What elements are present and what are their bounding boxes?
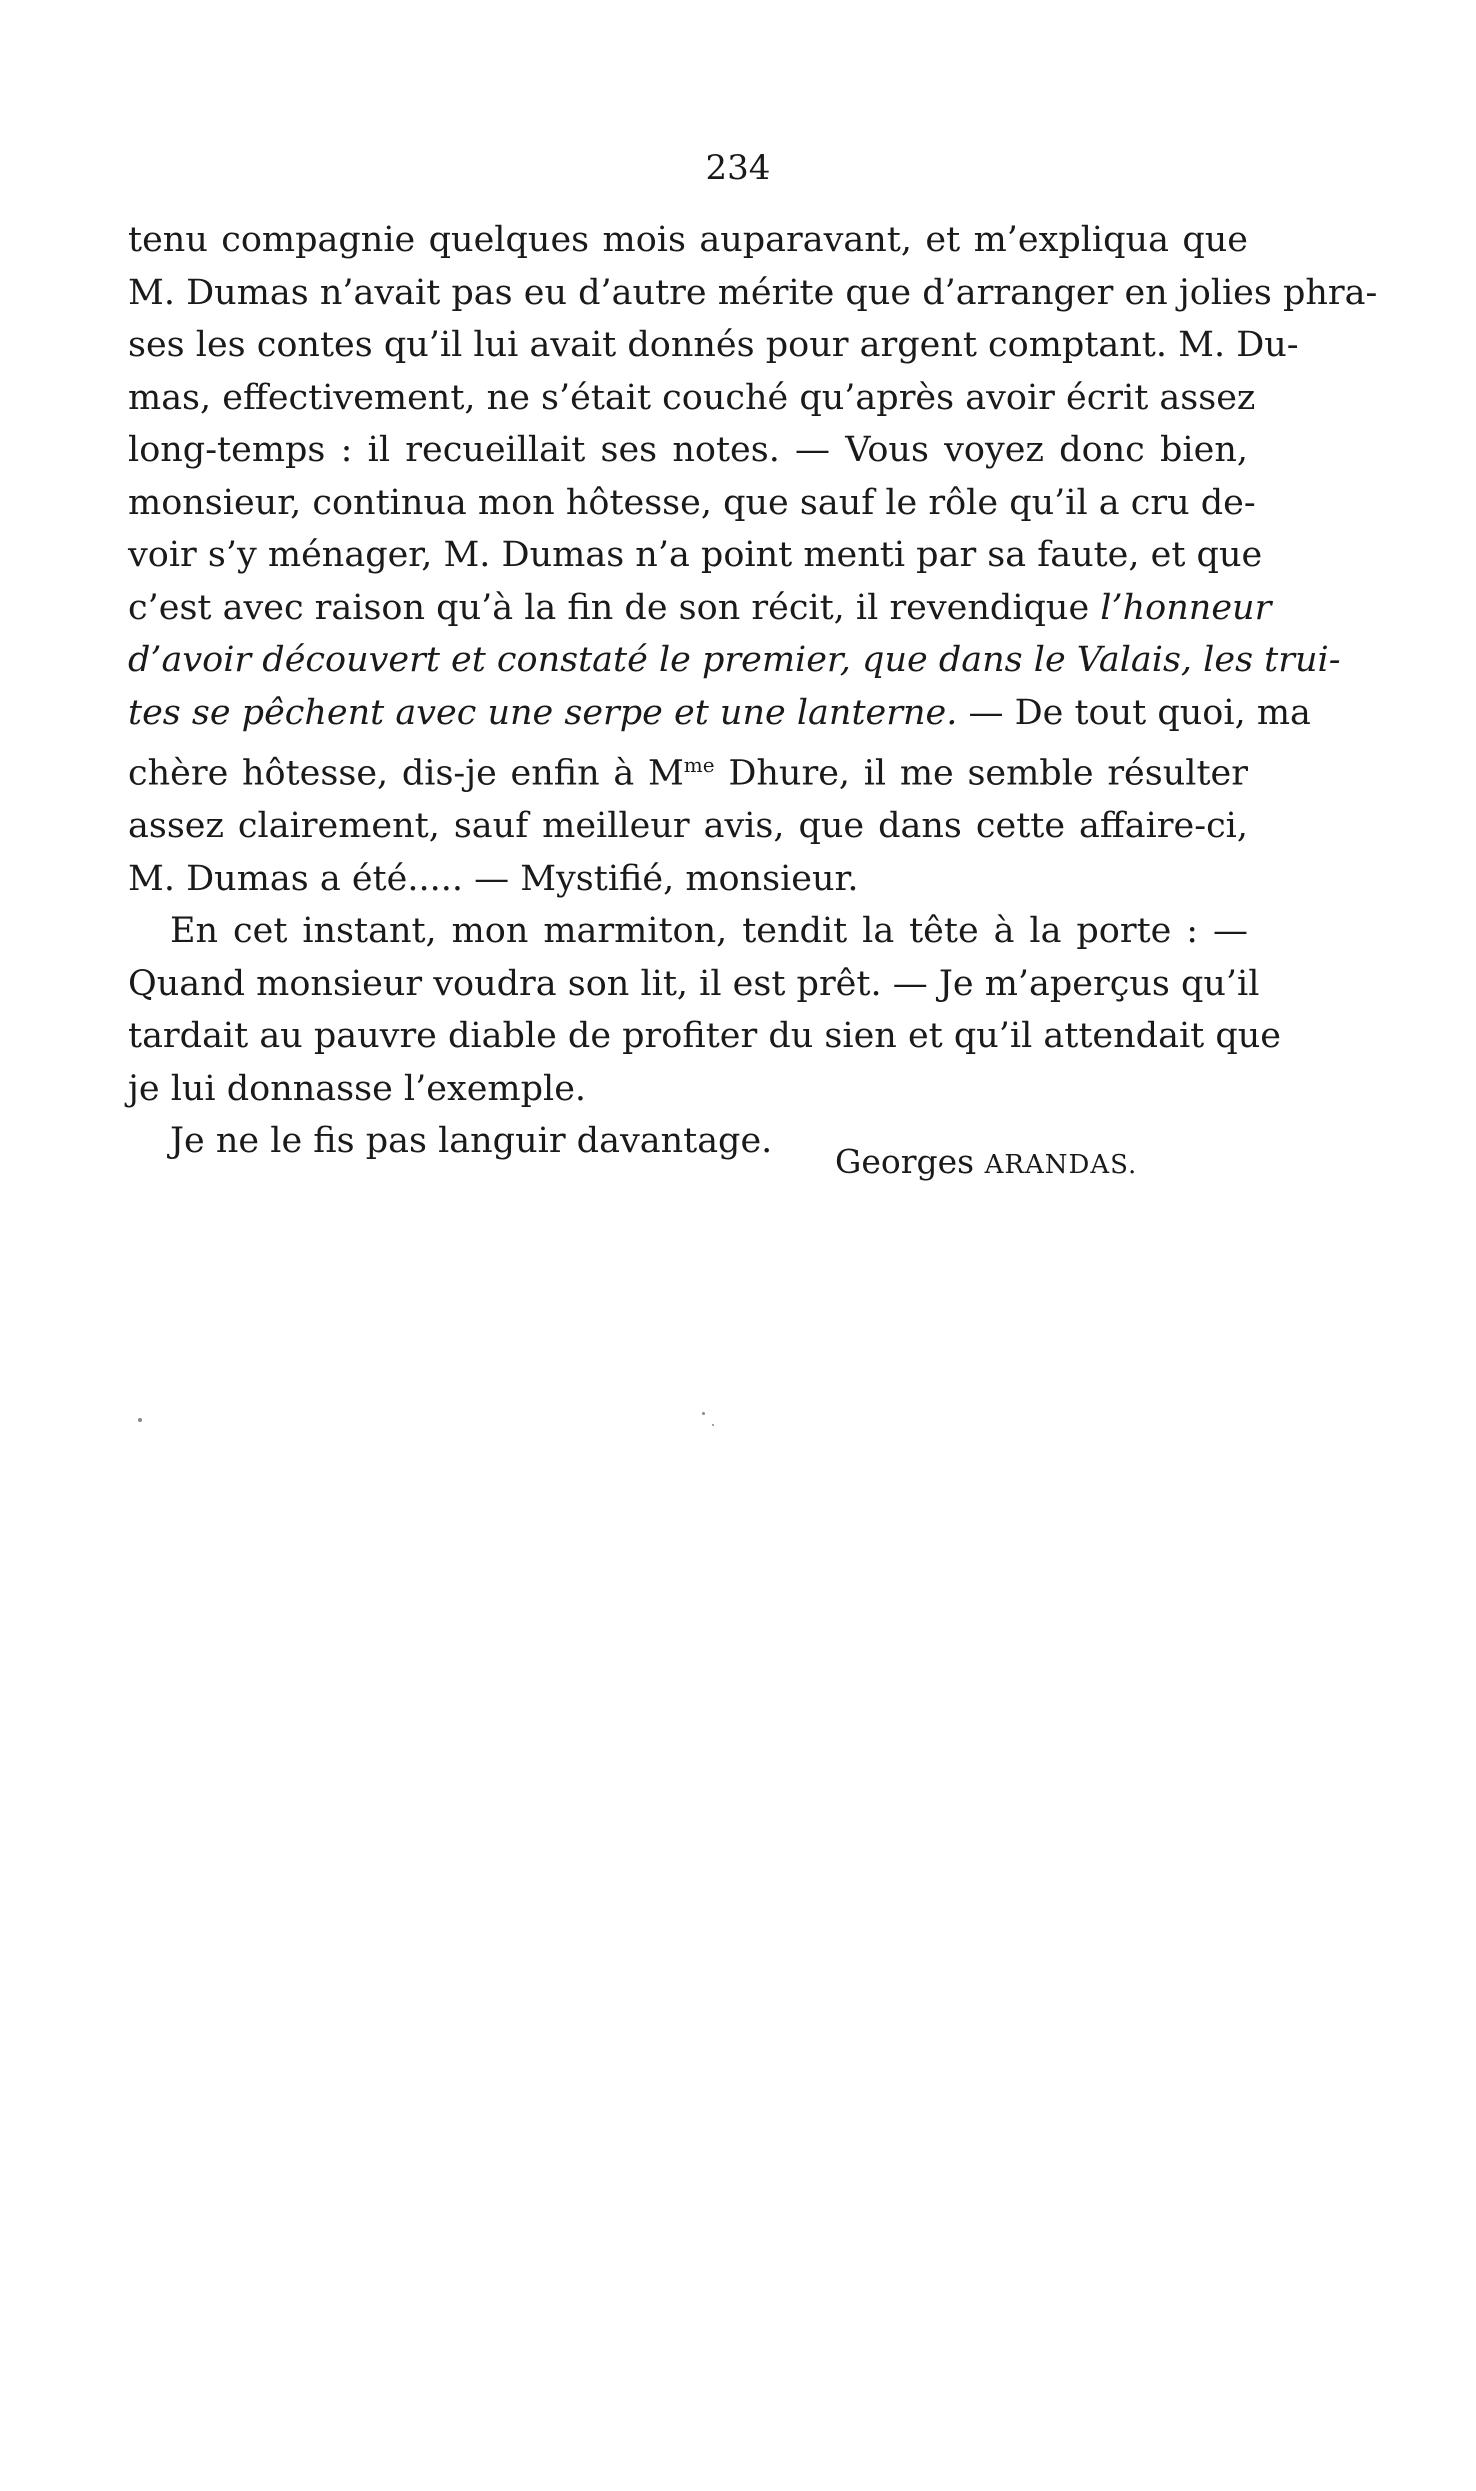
paper-speck bbox=[712, 1424, 714, 1426]
text-line: M. Dumas a été..... — Mystifié, monsieur. bbox=[128, 858, 859, 899]
text-segment: chère hôtesse, dis-je enfin à M bbox=[128, 753, 684, 794]
text-line: ses les contes qu’il lui avait donnés pour argent comptant. M. Du- bbox=[128, 325, 1299, 365]
paper-speck bbox=[138, 1418, 142, 1422]
text-line: je lui donnasse l’exemple. bbox=[128, 1068, 587, 1109]
signature-last-name: ARANDAS. bbox=[984, 1150, 1138, 1180]
body-text bbox=[128, 214, 1378, 1168]
text-line: long-temps : il recueillait ses notes. — Vous voyez donc bien, bbox=[128, 430, 1248, 470]
signature-first-name: Georges bbox=[835, 1142, 985, 1181]
text-line: tardait au pauvre diable de profiter du sien et qu’il attendait que bbox=[128, 1016, 1282, 1057]
text-line bbox=[128, 739, 1248, 800]
text-line: monsieur, continua mon hôtesse, que sauf le rôle qu’il a cru de- bbox=[128, 482, 1256, 523]
page-number: 234 bbox=[705, 148, 771, 188]
text-line: M. Dumas n’avait pas eu d’autre mérite que d’arranger en jolies phra- bbox=[128, 272, 1378, 313]
text-line: assez clairement, sauf meilleur avis, que dans cette affaire-ci, bbox=[128, 806, 1248, 847]
text-line bbox=[128, 634, 1341, 687]
text-segment: c’est avec raison qu’à la fin de son récit, il revendique bbox=[128, 587, 1101, 628]
text-segment: Dhure, il me semble résulter bbox=[714, 753, 1248, 794]
text-line: En cet instant, mon marmiton, tendit la tête à la porte : — bbox=[170, 911, 1248, 952]
italic-text: l’honneur bbox=[1100, 587, 1272, 628]
text-line: Quand monsieur voudra son lit, il est prêt. — Je m’aperçus qu’il bbox=[128, 963, 1260, 1004]
text-line: voir s’y ménager, M. Dumas n’a point menti par sa faute, et que bbox=[128, 535, 1263, 575]
text-line bbox=[128, 582, 1272, 635]
text-line: Je ne le fis pas languir davantage. bbox=[170, 1121, 773, 1162]
signature bbox=[835, 1142, 1137, 1185]
italic-text: d’avoir découvert et constaté le premier, que dans le Valais, les trui- bbox=[128, 640, 1341, 680]
italic-text: tes se pêchent avec une serpe et une lanterne. bbox=[128, 692, 958, 733]
text-line: mas, effectivement, ne s’était couché qu’après avoir écrit assez bbox=[128, 377, 1256, 418]
superscript: me bbox=[683, 753, 715, 777]
text-line bbox=[128, 687, 1311, 740]
text-line: tenu compagnie quelques mois auparavant, et m’expliqua que bbox=[128, 220, 1248, 260]
paper-speck bbox=[702, 1412, 705, 1415]
text-segment: — De tout quoi, ma bbox=[957, 692, 1311, 733]
